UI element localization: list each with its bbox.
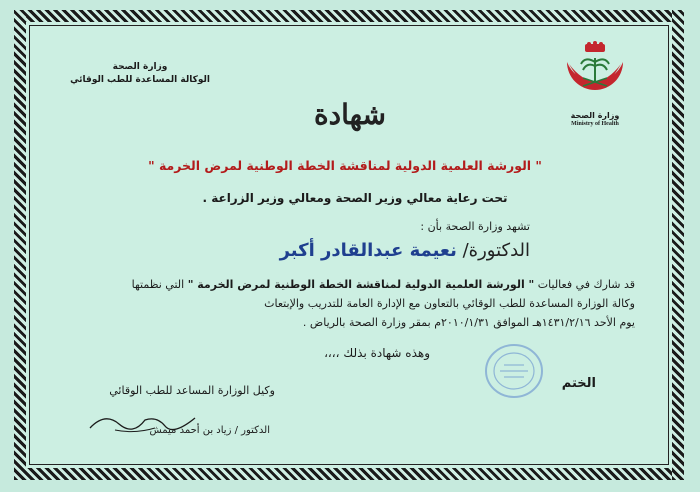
certificate-heading: شهادة	[313, 98, 387, 131]
closing-line: وهذه شهادة بذلك ،،،،	[324, 346, 430, 360]
border-left	[14, 10, 26, 480]
body-line-1-highlight: " الورشة العلمية الدولية لمناقشة الخطة الوطنية لمرض الخرمة "	[187, 278, 535, 291]
recipient-name: نعيمة عبدالقادر أكبر	[279, 240, 457, 261]
body-line-1-pre: قد شارك في فعاليات	[537, 278, 635, 291]
recipient-title: الدكتورة/	[462, 240, 530, 261]
signatory-role: وكيل الوزارة المساعد للطب الوقائي	[109, 384, 275, 397]
body-line-1-post: التي نظمتها	[131, 278, 185, 291]
border-bottom	[14, 468, 684, 480]
ministry-logo-icon	[555, 40, 635, 110]
header-agency: الوكالة المساعدة للطب الوقائي	[70, 75, 210, 85]
logo-arabic-text: وزارة الصحة	[570, 111, 620, 120]
signatory-name: الدكتور / زياد بن أحمد ميمش	[149, 425, 270, 436]
seal-label: الختم	[561, 376, 596, 391]
border-right	[672, 10, 684, 480]
patronage-line: تحت رعاية معالي وزير الصحة ومعالي وزير الزراعة .	[202, 191, 508, 205]
header-ministry: وزارة الصحة	[112, 62, 168, 72]
body-line-3: يوم الأحد ١٤٣١/٢/١٦هـ الموافق ٢٠١٠/١/٣١م بمقر وزارة الصحة بالرياض .	[302, 316, 635, 329]
official-stamp-icon	[484, 343, 544, 399]
body-line-2: وكالة الوزارة المساعدة للطب الوقائي بالتعاون مع الإدارة العامة للتدريب والإبتعاث	[264, 297, 635, 310]
logo-english-text: Ministry of Health	[571, 121, 619, 127]
body-line-1	[90, 278, 635, 291]
workshop-title: " الورشة العلمية الدولية لمناقشة الخطة الوطنية لمرض الخرمة "	[148, 158, 542, 173]
border-top	[14, 10, 684, 22]
testify-line: تشهد وزارة الصحة بأن :	[420, 220, 530, 233]
recipient-line	[200, 240, 530, 261]
